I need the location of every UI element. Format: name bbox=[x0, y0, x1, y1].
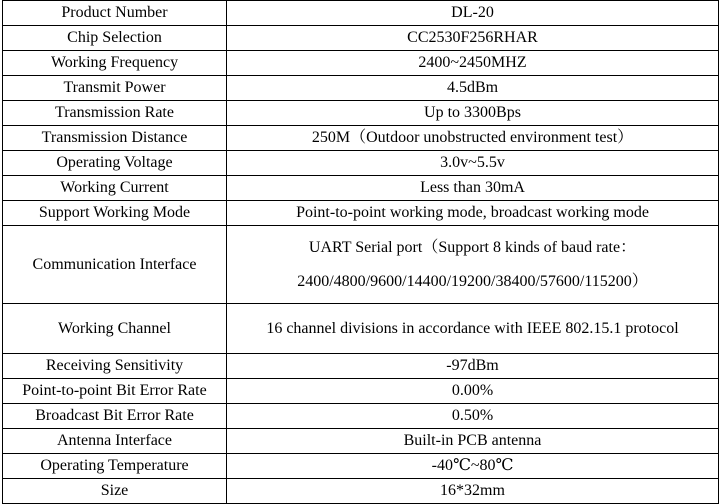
table-row bbox=[3, 454, 719, 479]
table-row bbox=[3, 1, 719, 26]
table-row bbox=[3, 126, 719, 151]
table-row bbox=[3, 429, 719, 454]
row-label: Transmit Power bbox=[3, 76, 227, 101]
row-value: Up to 3300Bps bbox=[227, 101, 719, 126]
row-label: Antenna Interface bbox=[3, 429, 227, 454]
row-label: Point-to-point Bit Error Rate bbox=[3, 379, 227, 404]
table-row bbox=[3, 226, 719, 304]
row-label: Broadcast Bit Error Rate bbox=[3, 404, 227, 429]
row-value: CC2530F256RHAR bbox=[227, 26, 719, 51]
table-row bbox=[3, 26, 719, 51]
row-label: Support Working Mode bbox=[3, 201, 227, 226]
table-row bbox=[3, 51, 719, 76]
row-value: Point-to-point working mode, broadcast working mode bbox=[227, 201, 719, 226]
row-label: Operating Voltage bbox=[3, 151, 227, 176]
row-label: Product Number bbox=[3, 1, 227, 26]
row-value: 4.5dBm bbox=[227, 76, 719, 101]
row-label: Working Frequency bbox=[3, 51, 227, 76]
row-value: 16 channel divisions in accordance with IEEE 802.15.1 protocol bbox=[227, 304, 719, 354]
table-row bbox=[3, 176, 719, 201]
table-row bbox=[3, 151, 719, 176]
row-label: Working Current bbox=[3, 176, 227, 201]
table-row bbox=[3, 76, 719, 101]
table-row bbox=[3, 479, 719, 504]
row-value: -97dBm bbox=[227, 354, 719, 379]
table-row bbox=[3, 354, 719, 379]
row-value: 3.0v~5.5v bbox=[227, 151, 719, 176]
row-value: 0.50% bbox=[227, 404, 719, 429]
row-value: -40℃~80℃ bbox=[227, 454, 719, 479]
row-value-line: 2400/4800/9600/14400/19200/38400/57600/115200） bbox=[297, 272, 648, 290]
table-row bbox=[3, 201, 719, 226]
row-value: 16*32mm bbox=[227, 479, 719, 504]
row-label: Transmission Distance bbox=[3, 126, 227, 151]
row-label: Chip Selection bbox=[3, 26, 227, 51]
table-row bbox=[3, 304, 719, 354]
table-row bbox=[3, 379, 719, 404]
table-row bbox=[3, 101, 719, 126]
row-label: Transmission Rate bbox=[3, 101, 227, 126]
row-value bbox=[227, 226, 719, 304]
row-label: Communication Interface bbox=[3, 226, 227, 304]
row-label: Operating Temperature bbox=[3, 454, 227, 479]
row-value: Less than 30mA bbox=[227, 176, 719, 201]
row-value: DL-20 bbox=[227, 1, 719, 26]
row-value: 250M（Outdoor unobstructed environment test） bbox=[227, 126, 719, 151]
row-label: Working Channel bbox=[3, 304, 227, 354]
row-value-line: UART Serial port（Support 8 kinds of baud rate： bbox=[308, 238, 637, 256]
row-label: Receiving Sensitivity bbox=[3, 354, 227, 379]
row-label: Size bbox=[3, 479, 227, 504]
row-value: Built-in PCB antenna bbox=[227, 429, 719, 454]
row-value: 0.00% bbox=[227, 379, 719, 404]
table-row bbox=[3, 404, 719, 429]
spec-table bbox=[2, 0, 719, 504]
row-value: 2400~2450MHZ bbox=[227, 51, 719, 76]
